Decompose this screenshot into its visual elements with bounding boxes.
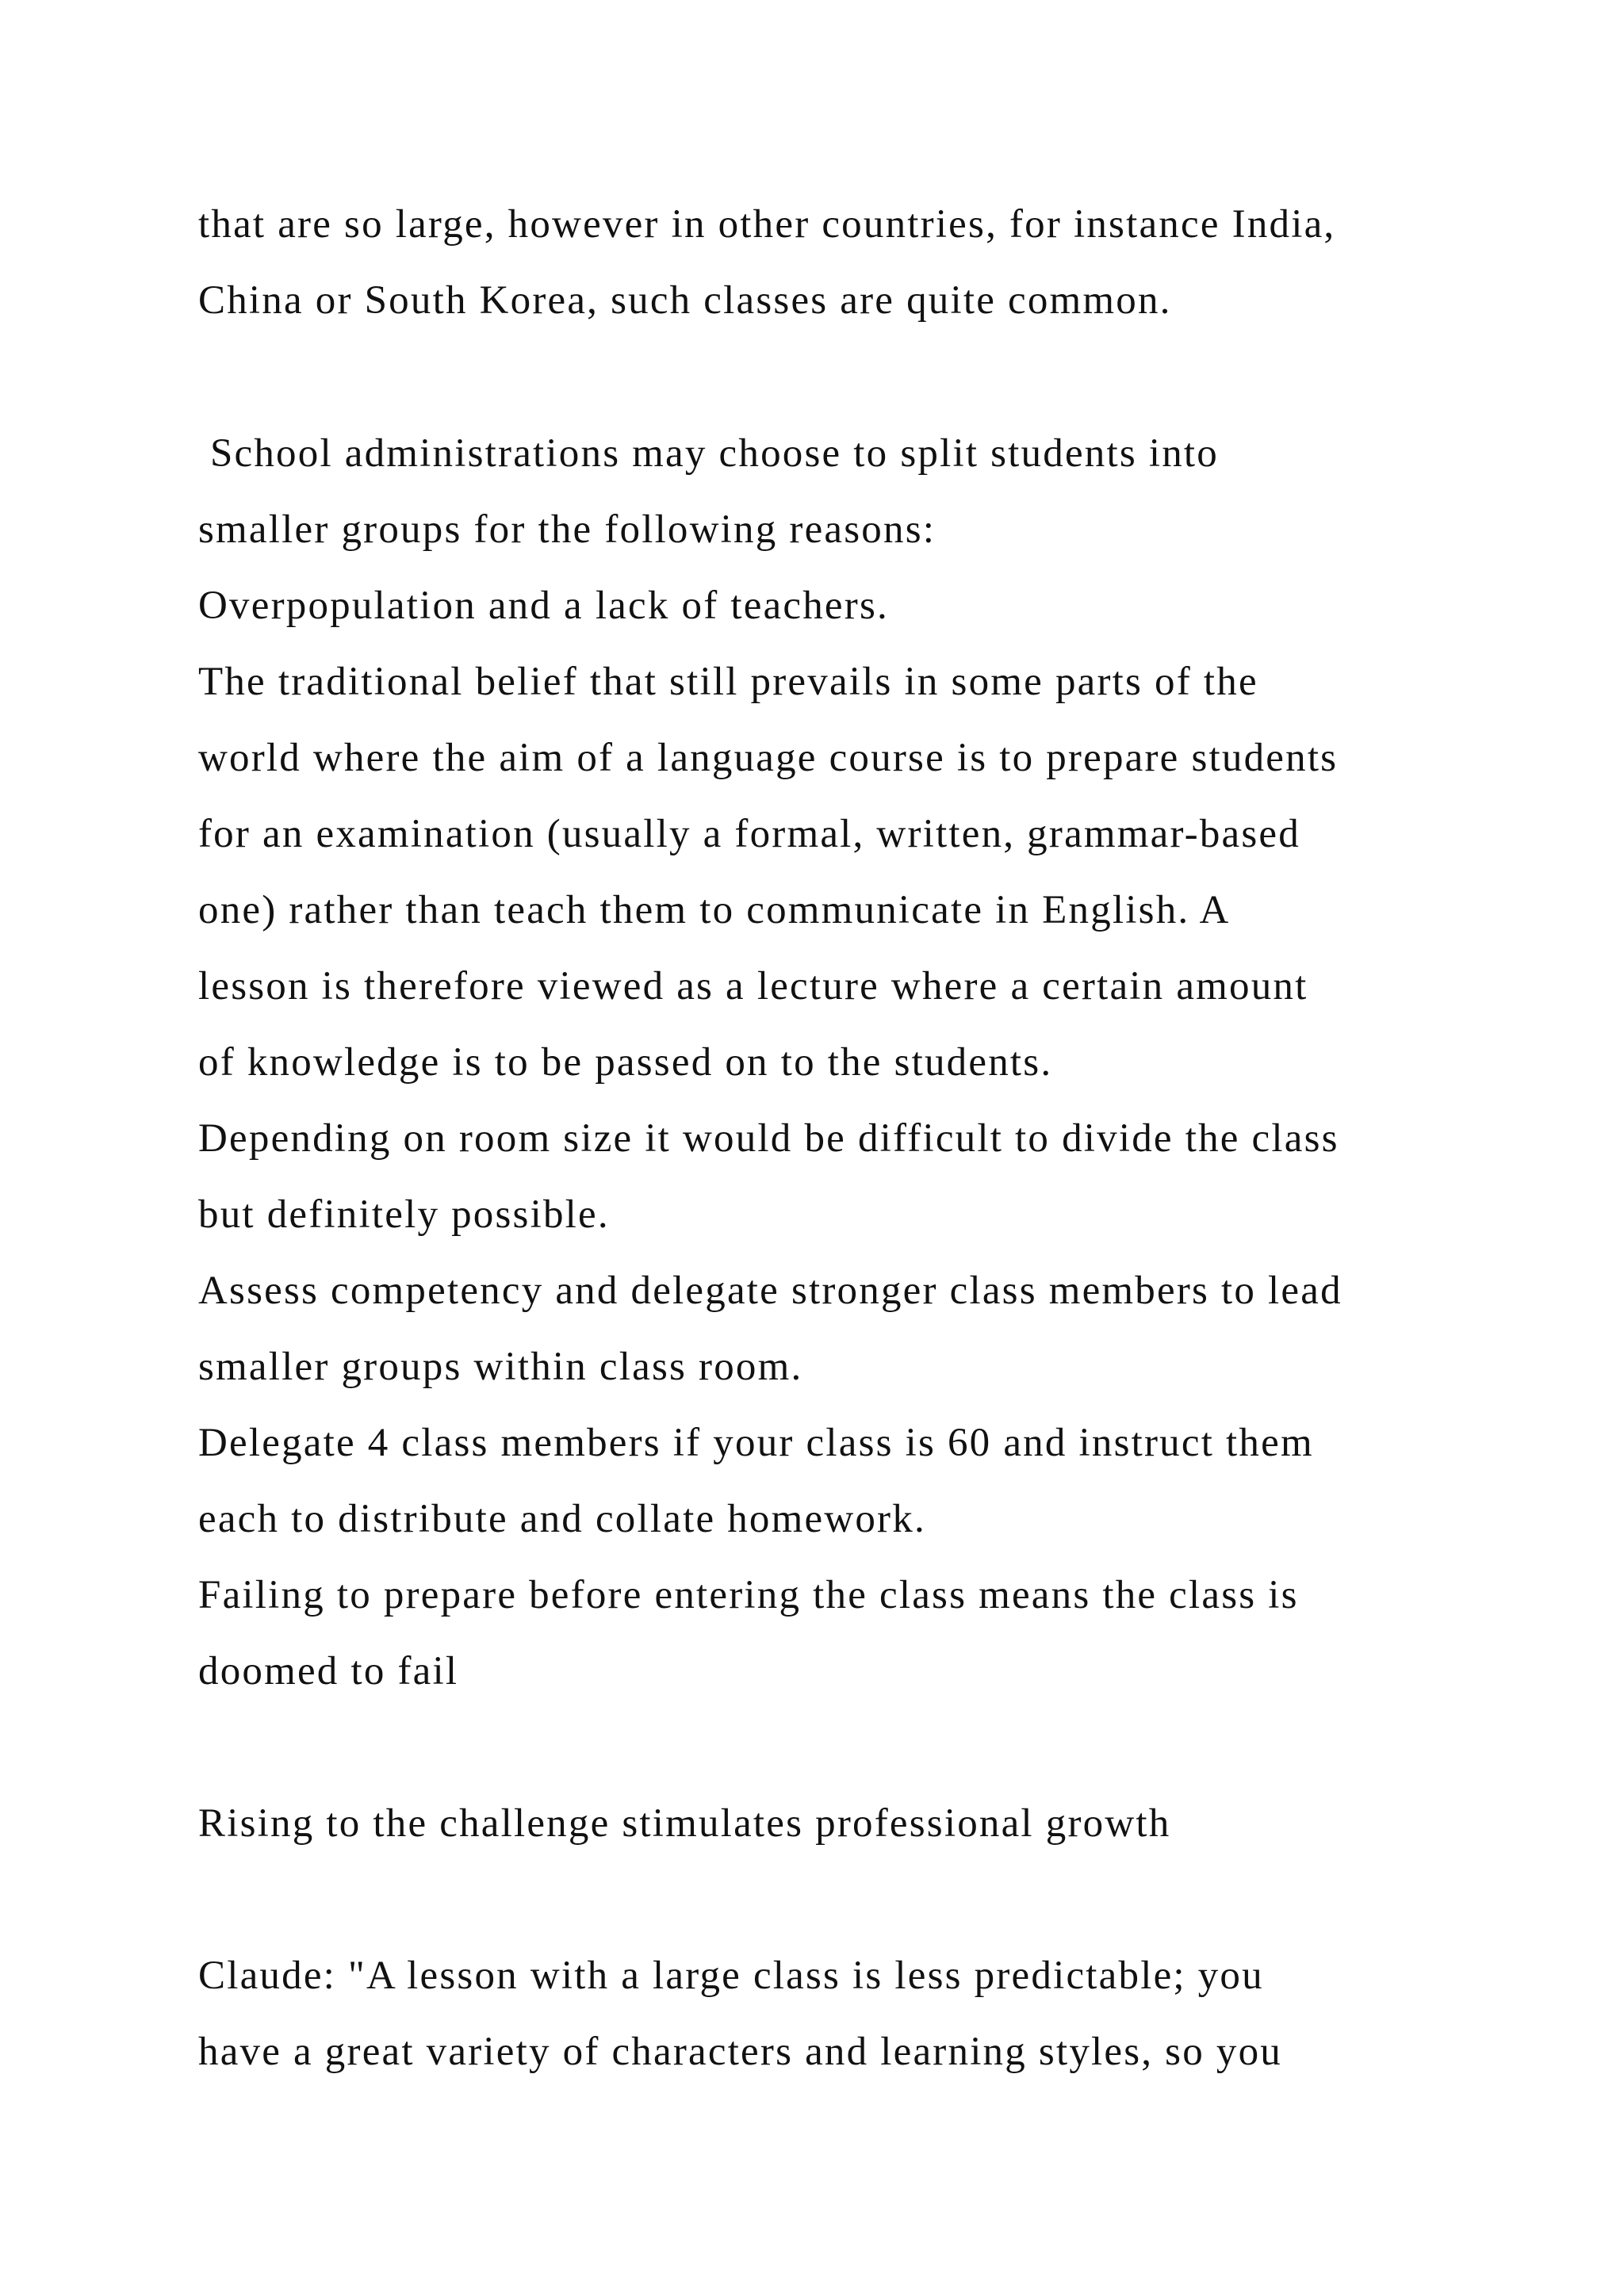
text-line: for an examination (usually a formal, written, grammar-based (198, 812, 1300, 856)
text-line: have a great variety of characters and learning styles, so you (198, 2030, 1282, 2074)
text-line: but definitely possible. (198, 1192, 610, 1237)
text-line: Depending on room size it would be difficult to divide the class (198, 1116, 1339, 1161)
text-line: world where the aim of a language course is to prepare students (198, 736, 1339, 780)
text-line: Rising to the challenge stimulates professional growth (198, 1801, 1171, 1846)
text-line: Failing to prepare before entering the class means the class is (198, 1573, 1299, 1617)
text-line: each to distribute and collate homework. (198, 1497, 926, 1541)
text-line: Claude: "A lesson with a large class is less predictable; you (198, 1954, 1264, 1998)
text-line: smaller groups within class room. (198, 1345, 803, 1389)
text-line: School administrations may choose to split students into (198, 431, 1219, 476)
text-line: one) rather than teach them to communicate in English. A (198, 888, 1231, 932)
text-line: Assess competency and delegate stronger class members to lead (198, 1269, 1342, 1313)
text-line: The traditional belief that still prevails in some parts of the (198, 660, 1258, 704)
text-line: Delegate 4 class members if your class is 60 and instruct them (198, 1421, 1314, 1465)
text-line: that are so large, however in other countries, for instance India, (198, 202, 1336, 247)
text-line: of knowledge is to be passed on to the students. (198, 1040, 1053, 1085)
text-line: Overpopulation and a lack of teachers. (198, 584, 889, 628)
text-line: smaller groups for the following reasons: (198, 507, 936, 552)
text-line: China or South Korea, such classes are quite common. (198, 278, 1172, 323)
text-line: doomed to fail (198, 1649, 459, 1693)
text-line: lesson is therefore viewed as a lecture where a certain amount (198, 964, 1308, 1008)
